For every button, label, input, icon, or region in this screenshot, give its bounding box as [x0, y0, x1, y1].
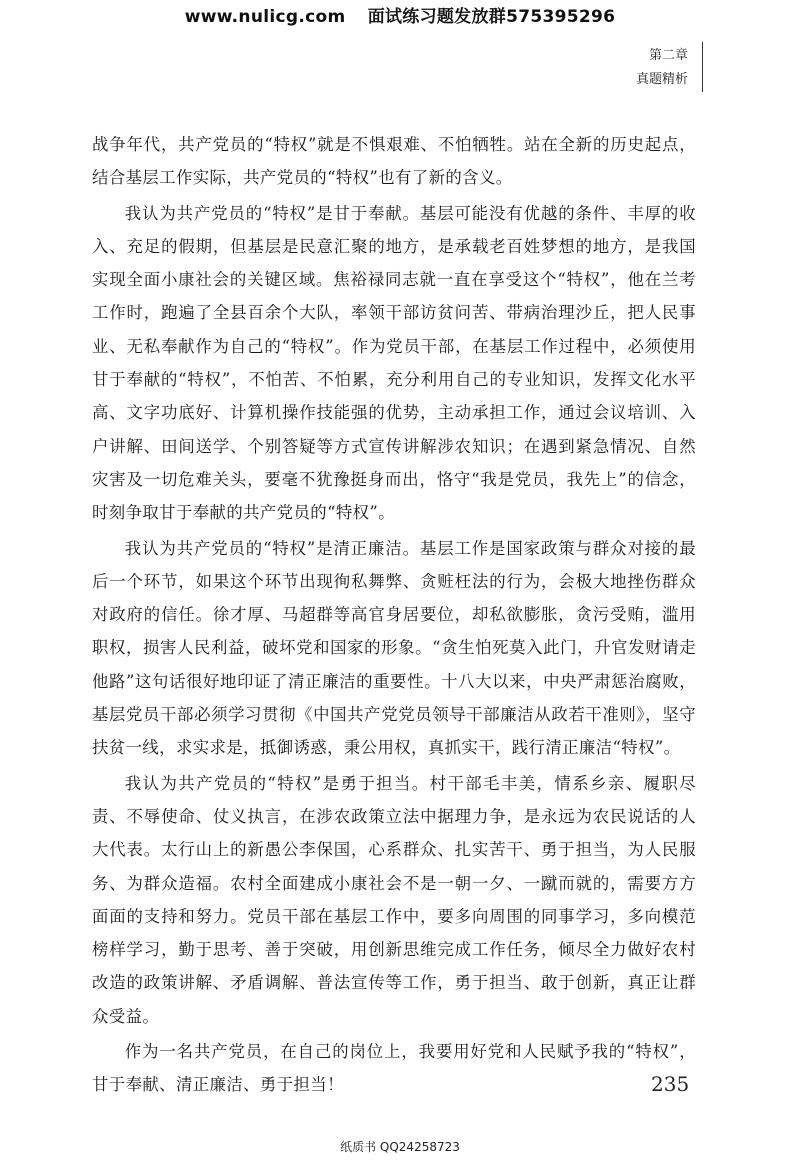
chapter-subtitle: 真题精析: [635, 72, 688, 87]
paragraph: 作为一名共产党员，在自己的岗位上，我要用好党和人民赋予我的“特权”，甘于奉献、清正廉洁、勇于担当！: [92, 1042, 696, 1095]
banner-url[interactable]: www.nulicg.com: [184, 7, 346, 27]
paragraph: 我认为共产党员的“特权”是甘于奉献。基层可能没有优越的条件、丰厚的收入、充足的假期，但基层是民意汇聚的地方，是承载老百姓梦想的地方，是我国实现全面小康社会的关键区域。焦裕禄同志就一直在享受这个“特权”，他在兰考工作时，跑遍了全县百余个大队，率领干部访贫问苦、带病治理沙丘，把人民事业、无私奉献作为自己的“特权”。作为党员干部，在基层工作过程中，必须使用甘于奉献的“特权”，不怕苦、不怕累，充分利用自己的专业知识，发挥文化水平高、文字功底好、计算机操作技能强的优势，主动承担工作，通过会议培训、入户讲解、田间送学、个别答疑等方式宣传讲解涉农知识；在遇到紧急情况、自然灾害及一切危难关头，要毫不犹豫挺身而出，恪守“我是党员，我先上”的信念，时刻争取甘于奉献的共产党员的“特权”。: [92, 203, 696, 523]
chapter-title: 第二章: [648, 48, 688, 63]
paragraph: 我认为共产党员的“特权”是勇于担当。村干部毛丰美，情系乡亲、履职尽责、不辱使命、仗义执言，在涉农政策立法中据理力争，是永远为农民说话的人大代表。太行山上的新愚公李保国，心系群众、扎实苦干、勇于担当，为人民服务、为群众造福。农村全面建成小康社会不是一朝一夕、一蹴而就的，需要方方面面的支持和努力。党员干部在基层工作中，要多向周围的同事学习，多向模范榜样学习，勤于思考、善于突破，用创新思维完成工作任务，倾尽全力做好农村改造的政策讲解、矛盾调解、普法宣传等工作，勇于担当、敢于创新，真正让群众受益。: [92, 773, 696, 1026]
paragraph: 战争年代，共产党员的“特权”就是不惧艰难、不怕牺牲。站在全新的历史起点，结合基层工作实际，共产党员的“特权”也有了新的含义。: [92, 135, 696, 188]
paragraph: 我认为共产党员的“特权”是清正廉洁。基层工作是国家政策与群众对接的最后一个环节，如果这个环节出现徇私舞弊、贪赃枉法的行为，会极大地挫伤群众对政府的信任。徐才厚、马超群等高官身居要位，却私欲膨胀，贪污受贿，滥用职权，损害人民利益，破坏党和国家的形象。“贪生怕死莫入此门，升官发财请走他路”这句话很好地印证了清正廉洁的重要性。十八大以来，中央严肃惩治腐败，基层党员干部必须学习贯彻《中国共产党党员领导干部廉洁从政若干准则》，坚守扶贫一线，求实求是，抵御诱惑，秉公用权，真抓实干，践行清正廉洁“特权”。: [92, 538, 696, 758]
banner-text: 面试练习题发放群575395296: [367, 7, 616, 27]
body-text: [92, 128, 696, 1104]
chapter-divider: [702, 42, 703, 92]
top-banner: [0, 2, 800, 27]
footer-note: 纸质书 QQ24258723: [340, 1140, 460, 1154]
chapter-header: [636, 44, 688, 92]
page-number: 235: [651, 1072, 690, 1096]
